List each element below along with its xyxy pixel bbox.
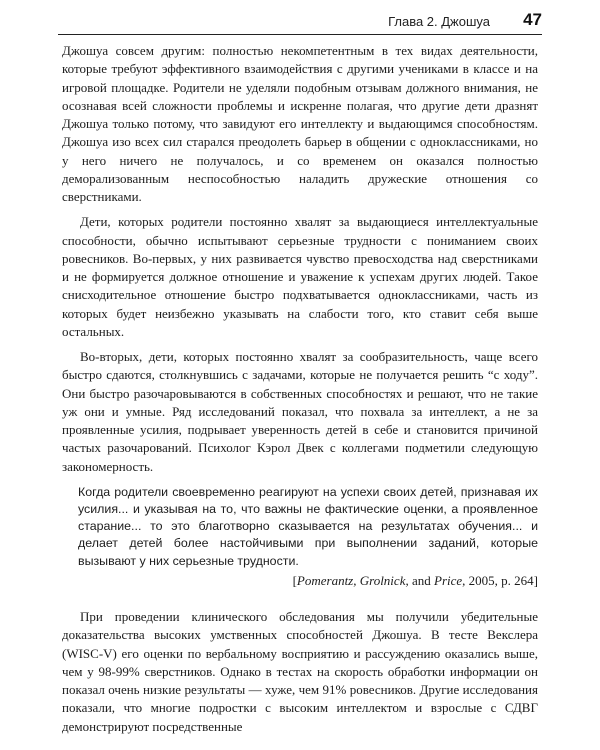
citation-and: and	[408, 572, 434, 588]
paragraph-2: Дети, которых родители постоянно хвалят за выдающиеся интеллектуальные способности, обычно испытывают серьезные трудности с пониманием своих ровесников. Во-первых, у них развивается чувство превосходства над сверстниками и не формируется должное отношение и уважение к успехам других людей. Такое снисходительное отношение быстро подхватывается одноклассниками, часть из которых будет неизбежно указывать на слабости того, кто ставит себя выше остальных.	[62, 214, 538, 339]
citation-open: [	[292, 572, 297, 588]
chapter-title: Глава 2. Джошуа	[388, 14, 490, 29]
citation-rest: , 2005, p. 264]	[462, 572, 538, 588]
citation-author-price: Price	[434, 572, 463, 588]
citation-authors: Pomerantz, Grolnick,	[296, 572, 409, 588]
page-number: 47	[523, 10, 542, 29]
quote-citation	[62, 572, 538, 590]
block-quote: Когда родители своевременно реагируют на успехи своих детей, признавая их усилия... и указывая на то, что важны не фактические оценки, а проявленное старание... то это благотворно сказывается на результатах обучения... и делает детей более настойчивыми при выполнении заданий, которые вызывают у них серьезные трудности.	[78, 484, 538, 568]
page-body	[62, 42, 538, 743]
paragraph-1: Джошуа совсем другим: полностью некомпетентным в тех видах деятельности, которые требуют эффективного взаимодействия с другими учениками в классе и на игровой площадке. Родители не уделяли подобным отзывам должного внимания, не осознавая всей сложности проблемы и искренне полагая, что другие дети дразнят Джошуа только потому, что завидуют его интеллекту и выдающимся способностям. Джошуа изо всех сил старался преодолеть барьер в общении с одноклассниками, но у него ничего не получалось, и со временем он оказался полностью деморализованным неспособностью наладить дружеские отношения со сверстниками.	[62, 43, 538, 204]
paragraph-4: При проведении клинического обследования мы получили убедительные доказательства высоких умственных способностей Джошуа. В тесте Векслера (WISC-V) его оценки по вербальному восприятию и рассуждению оказались выше, чем у 98-99% сверстников. Однако в тестах на скорость обработки информации он показал очень низкие результаты — хуже, чем 91% ровесников. Другие исследования показали, что многие подростки с высоким интеллектом и взрослые с СДВГ демонстрируют посредственные	[62, 609, 538, 734]
running-header	[58, 8, 542, 35]
paragraph-3: Во-вторых, дети, которых постоянно хвалят за сообразительность, чаще всего быстро сдаются, столкнувшись с задачами, которые не получается решить “с ходу”. Они быстро разочаровываются в собственных способностях и решают, что не такие уж они и умные. Ряд исследований показал, что похвала за интеллект, а не за проявленные усилия, подрывает уверенность детей в себе и становится причиной частых разочарований. Психолог Кэрол Двек с коллегами подметили следующую закономерность.	[62, 349, 538, 474]
